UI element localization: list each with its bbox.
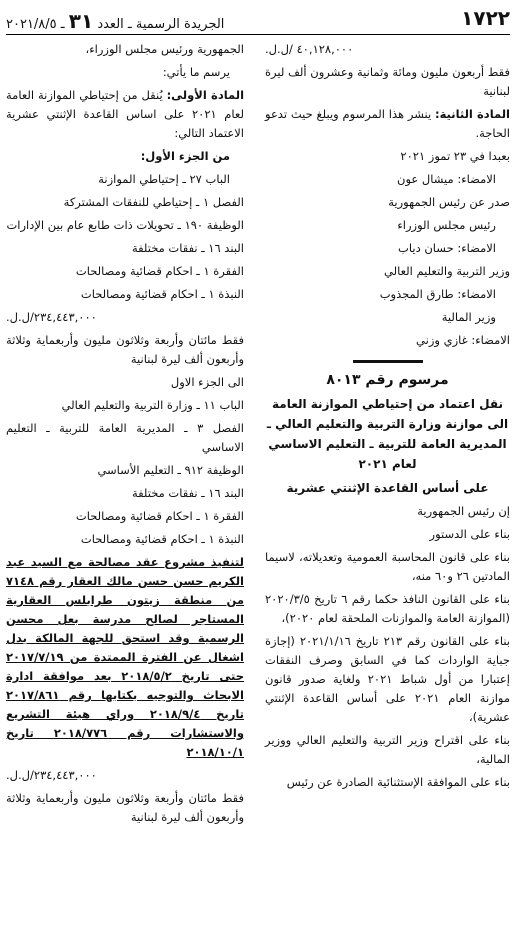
signature-pm: الامضاء: حسان دياب — [398, 241, 496, 255]
issue-number: ٣١ — [68, 9, 94, 33]
journal-name: الجريدة الرسمية ـ العدد — [97, 17, 225, 32]
amount-words: فقط أربعون مليون ومائة وثمانية وعشرون ألف ليرة لبنانية — [265, 65, 510, 98]
header-rule — [6, 34, 510, 35]
to-function: الوظيفة ٩١٢ ـ التعليم الأساسي — [97, 463, 244, 477]
left-column — [6, 40, 244, 831]
edu-minister-title: وزير التربية والتعليم العالي — [383, 264, 510, 278]
journal-title — [6, 9, 224, 33]
place-date: بعبدا في ٢٣ تموز ٢٠٢١ — [400, 149, 510, 163]
article-2 — [265, 105, 510, 143]
amount-2-words: فقط مائتان وأربعة وثلاثون مليون وأربعماية وثلاثة وأربعون ألف ليرة لبنانية — [6, 791, 244, 824]
decree-title: مرسوم رقم ٨٠١٣ — [326, 372, 449, 388]
amount-1-words: فقط مائتان وأربعة وثلاثون مليون وأربعماية وثلاثة وأربعون ألف ليرة لبنانية — [6, 333, 244, 366]
issued-by: صدر عن رئيس الجمهورية — [388, 195, 510, 209]
article-2-label: المادة الثانية: — [434, 107, 510, 121]
preamble-president: إن رئيس الجمهورية — [417, 504, 510, 518]
purpose-text: لتنفيذ مشروع عقد مصالحة مع السيد عبد الكريم حسن حسن مالك العقار رقم ٧١٤٨ من منطقة زيتون طرابلس العقارية المستاجر لصالح مدرسة بعل محسن الرسمية وقد استحق للجهة المالكة بدل اشغال عن الفترة الممتدة من ٢٠١٧/٧/١٩ حتى تاريخ ٢٠١٨/٥/٢ بعد موافقة ادارة الابحاث والتوجيه بكتابها رقم ٢٠١٧/٨٦١ تاريخ ٢٠١٨/٩/٤ وراي هيئة التشريع والاستشارات رقم ٢٠١٨/٧٧٦ تاريخ ٢٠١٨/١٠/١ — [6, 555, 244, 759]
signature-edu: الامضاء: طارق المجذوب — [379, 287, 496, 301]
to-sub: النبذة ١ ـ احكام قضائية ومصالحات — [80, 532, 244, 546]
fin-minister-title: وزير المالية — [441, 310, 496, 324]
article-1-text: يُنقل من إحتياطي الموازنة العامة لعام ٢٠٢١ على اساس القاعدة الإثنتي عشرية الاعتماد التالي: — [6, 88, 244, 140]
from-item: البند ١٦ ـ نفقات مختلفة — [131, 241, 244, 255]
to-section: الفصل ٣ ـ المديرية العامة للتربية ـ التعليم الاساسي — [6, 421, 245, 454]
preamble-accounting-law: بناء على قانون المحاسبة العمومية وتعديلاته، لاسيما المادتين ٢٦ و٦٠ منه، — [265, 550, 510, 583]
to-chapter: الباب ١١ ـ وزارة التربية والتعليم العالي — [61, 398, 244, 412]
from-chapter: الباب ٢٧ ـ إحتياطي الموازنة — [98, 172, 230, 186]
signature-president: الامضاء: ميشال عون — [397, 172, 496, 186]
from-sub: النبذة ١ ـ احكام قضائية ومصالحات — [80, 287, 244, 301]
article-1-label: المادة الأولى: — [166, 88, 245, 102]
pm-title: رئيس مجلس الوزراء — [397, 218, 496, 232]
amount-top: ٤٠,١٢٨,٠٠٠ /ل.ل. — [265, 42, 354, 56]
section-divider — [353, 360, 423, 363]
preamble-law-213: بناء على القانون رقم ٢١٣ تاريخ ٢٠٢١/١/١٦ (إجازة جباية الواردات كما في السابق وصرف النفقات إعتبارا من أول شباط ٢٠٢١ ولغاية صدور قانون موازنة العام ٢٠٢١ على أساس القاعدة الإثنتي عشرية)، — [265, 634, 510, 724]
amount-1: ٢٣٤,٤٤٣,٠٠٠/ل.ل. — [6, 310, 97, 324]
preamble-proposal: بناء على اقتراح وزير التربية والتعليم العالي ووزير المالية، — [265, 733, 510, 766]
from-paragraph: الفقرة ١ ـ احكام قضائية ومصالحات — [75, 264, 244, 278]
preamble-constitution: بناء على الدستور — [429, 527, 510, 541]
right-column — [265, 40, 510, 796]
to-part: الى الجزء الاول — [170, 375, 244, 389]
decree-basis: على أساس القاعدة الإثنتي عشرية — [286, 481, 489, 495]
to-paragraph: الفقرة ١ ـ احكام قضائية ومصالحات — [75, 509, 244, 523]
amount-2: ٢٣٤,٤٤٣,٠٠٠/ل.ل. — [6, 768, 97, 782]
republic-pm: الجمهورية ورئيس مجلس الوزراء، — [85, 42, 244, 56]
preamble-law-6: بناء على القانون النافذ حكما رقم ٦ تاريخ ٢٠٢٠/٣/٥ (الموازنة العامة والموازنات الملحقة لعام ٢٠٢٠)، — [265, 592, 510, 625]
issue-date: ـ ٢٠٢١/٨/٥ — [6, 17, 65, 32]
signature-fin: الامضاء: غازي وزني — [416, 333, 510, 347]
decrees-following: يرسم ما يأتي: — [162, 65, 230, 79]
to-item: البند ١٦ ـ نفقات مختلفة — [131, 486, 244, 500]
from-function: الوظيفة ١٩٠ ـ تحويلات ذات طابع عام بين الإدارات — [6, 218, 244, 232]
decree-subject: نقل اعتماد من إحتياطي الموازنة العامة الى موازنة وزارة التربية والتعليم العالي ـ المديرية العامة للتربية ـ التعليم الاساسي لعام ٢٠٢١ — [266, 397, 509, 471]
article-2-text: ينشر هذا المرسوم ويبلغ حيث تدعو الحاجة. — [265, 107, 510, 140]
page-header — [0, 0, 516, 34]
preamble-approval: بناء على الموافقة الإستثنائية الصادرة عن رئيس — [286, 775, 510, 789]
part-1-heading: من الجزء الأول: — [140, 149, 230, 163]
from-section: الفصل ١ ـ إحتياطي للنفقات المشتركة — [63, 195, 244, 209]
page-number: ١٧٢٢ — [461, 6, 510, 30]
article-1 — [6, 86, 244, 143]
